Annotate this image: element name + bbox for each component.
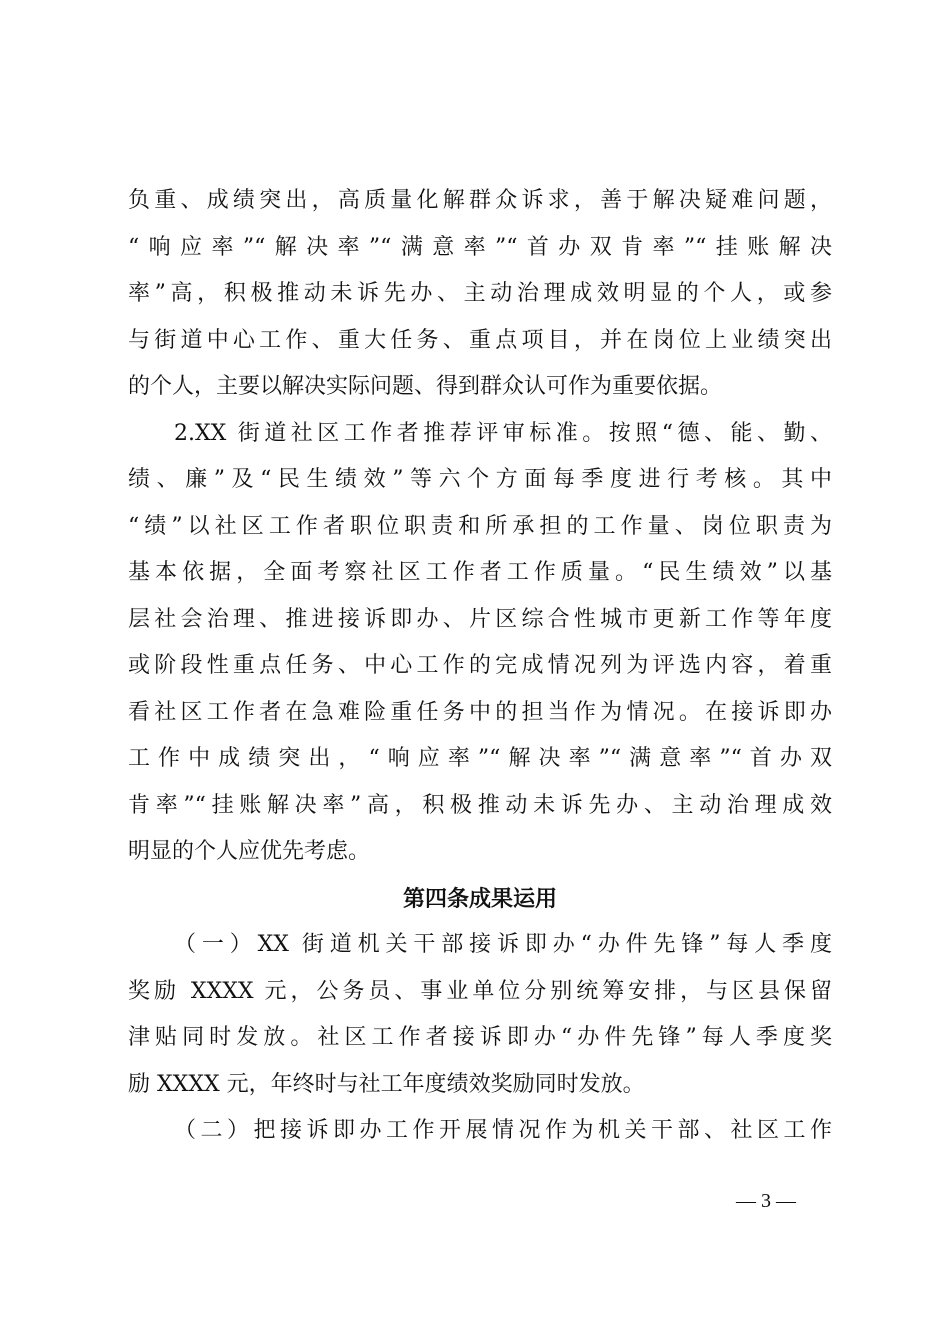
paragraph-standard-continuation [128,178,832,411]
paragraph-reward-item-2 [128,1108,832,1155]
text-line: 率”高，积极推动未诉先办、主动治理成效明显的个人，或参 [128,281,832,306]
text-line: （一）XX 街道机关干部接诉即办“办件先锋”每人季度 [174,932,832,957]
paragraph-community-worker-criteria [128,411,832,876]
text-line: “响应率”“解决率”“满意率”“首办双肯率”“挂账解决 [128,234,832,260]
text-line: 负重、成绩突出，高质量化解群众诉求，善于解决疑难问题， [128,188,832,213]
text-line: 工作中成绩突出，“响应率”“解决率”“满意率”“首办双 [128,746,832,771]
text-line: 肯率”“挂账解决率”高，积极推动未诉先办、主动治理成效 [128,792,832,818]
text-line: 的个人，主要以解决实际问题、得到群众认可作为重要依据。 [128,374,723,399]
text-line: （二）把接诉即办工作开展情况作为机关干部、社区工作 [174,1118,832,1143]
text-line: 与街道中心工作、重大任务、重点项目，并在岗位上业绩突出 [128,327,832,353]
text-line: 明显的个人应优先考虑。 [128,839,371,864]
body-text [128,178,832,1155]
text-line: 2.XX 街道社区工作者推荐评审标准。按照“德、能、勤、 [174,420,832,446]
text-line: 奖励 XXXX 元，公务员、事业单位分别统筹安排，与区县保留 [128,978,832,1004]
text-line: 励 XXXX 元，年终时与社工年度绩效奖励同时发放。 [128,1071,645,1097]
text-line: 绩、廉”及“民生绩效”等六个方面每季度进行考核。其中 [128,467,832,492]
text-line: 看社区工作者在急难险重任务中的担当作为情况。在接诉即办 [128,699,832,725]
text-line: 基本依据，全面考察社区工作者工作质量。“民生绩效”以基 [128,560,832,585]
page-number: — 3 — [736,1190,796,1212]
text-line: “绩”以社区工作者职位职责和所承担的工作量、岗位职责为 [128,513,832,539]
text-line: 或阶段性重点任务、中心工作的完成情况列为评选内容，着重 [128,653,832,678]
text-line: 津贴同时发放。社区工作者接诉即办“办件先锋”每人季度奖 [128,1025,832,1050]
paragraph-reward-item-1 [128,922,832,1108]
section-heading: 第四条成果运用 [402,885,557,912]
text-line: 层社会治理、推进接诉即办、片区综合性城市更新工作等年度 [128,606,832,632]
